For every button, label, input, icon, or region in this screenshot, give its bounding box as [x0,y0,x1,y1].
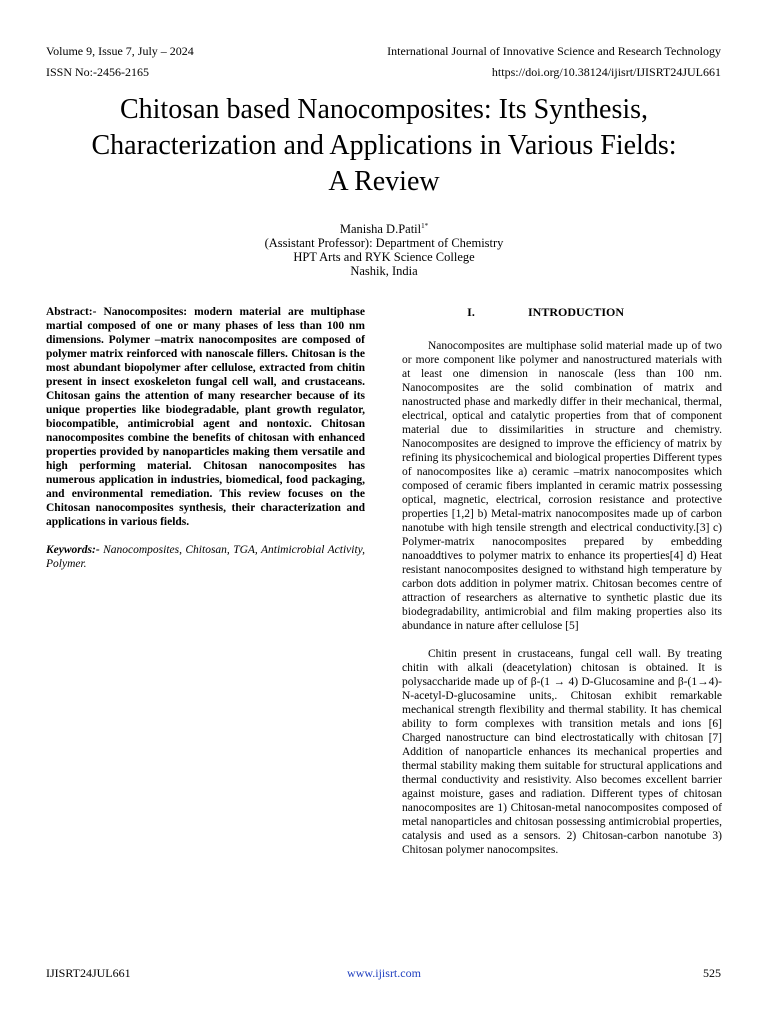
paper-title [40,92,728,200]
keywords [46,543,365,571]
page-number: 525 [703,966,721,980]
keywords-label: Keywords:- [46,544,100,556]
footer-website-link[interactable]: www.ijisrt.com [347,966,421,980]
title-line: Characterization and Applications in Various Fields: [91,130,677,161]
section-title: INTRODUCTION [528,305,625,319]
keywords-text: Nanocomposites, Chitosan, TGA, Antimicrobial Activity, Polymer. [46,544,365,570]
author-position: (Assistant Professor): Department of Chemistry [264,236,504,250]
volume-issue: Volume 9, Issue 7, July – 2024 [46,44,194,58]
body-paragraph: Nanocomposites are multiphase solid material made up of two or more component like polymer and nanostructured materials with at least one dimension in nanoscale (less than 100 nm. Nanocomposites are the solid combination of matrix and nanostructed phase and markedly differ in their mechanical, thermal, electrical, optical and catalytic properties from that of component material due to dissimilarities in structure and chemistry. Nanocomposites are designed to improve the efficiency of matrix by refining its physicochemical and biological properties Different types of nanocomposites like a) ceramic –matrix nanocomposites which composed of ceramic fibers implanted in ceramic matrix possessing optical, magnetic, electrical, corrosion resistance and protective properties [1,2] b) Metal-matrix nanocomposites made up of carbon nanotube with high tensile strength and electrical conductivity.[3] c) Polymer-matrix nanocomposites prepared by embedding nanoaddtives to polymer matrix to enhance its properties[4] d) Heat resistant nanocomposites designed to withstand high temperature by carbon dots addition in polymer matrix. Chitosan becomes centre of attraction of researchers as alternative to synthetic plastic due its biodegradability, antimicrobial and film making properties also its abundance in nature after cellulose [5] [402,340,722,632]
issn: ISSN No:-2456-2165 [46,65,150,79]
author-line [84,222,684,236]
author-institution: HPT Arts and RYK Science College [293,250,475,264]
section-heading [402,305,722,319]
author-location: Nashik, India [350,264,418,278]
author-block [84,222,684,278]
doi-link[interactable]: https://doi.org/10.38124/ijisrt/IJISRT24JUL661 [491,65,721,79]
right-column [402,305,722,871]
body-paragraph: Chitin present in crustaceans, fungal cell wall. By treating chitin with alkali (deacetylation) chitosan is obtained. It is polysaccharide made up of β-(1 → 4) D-Glucosamine and β-(1→4)-N-acetyl-D-glucosamine units,. Chitosan exhibit remarkable mechanical strength flexibility and thermal stability. It has chemical ability to form complexes with transition metals and ions [6] Charged nanostructure can bind electrostatically with chitosan [7] Addition of nanoparticle enhances its mechanical properties and thermal stability making them suitable for structural applications and thermal conductivity and resistivity. Also becomes excellent barrier against moisture, gases and radiation. Different types of chitosan nanocomposites are 1) Chitosan-metal nanocomposites composed of metal nanoparticles and chitosan possessing antimicrobial properties, catalysis and used as a sensors. 2) Chitosan-carbon nanotube 3) Chitosan polymer nanocompsites. [402,648,722,856]
title-line: A Review [328,166,440,197]
abstract: Abstract:- Nanocomposites: modern material are multiphase martial composed of one or many phases of less than 100 nm dimensions. Polymer –matrix nanocomposites are composed of polymer matrix reinforced with nanoscale fillers. Chitosan is the most abundant biopolymer after cellulose, extracted from chitin present in insect exoskeleton fungal cell wall, and crustaceans. Chitosan gains the attention of many researcher because of its unique properties like biodegradable, plant growth regulator, biocompatible, antimicrobial agent and nontoxic. Chitosan nanocomposites combine the benefits of chitosan with enhanced properties provided by nanoparticles making them versatile and high performing material. Chitosan nanocomposites has numerous application in industries, biomedical, food packaging, and environmental remediation. This review focuses on the Chitosan nanocomposites synthesis, their characterization and applications in various fields. [46,306,365,528]
author-name: Manisha D.Patil [339,222,422,236]
affiliation-mark: 1* [421,221,429,230]
footer-paper-id: IJISRT24JUL661 [46,966,131,980]
title-line: Chitosan based Nanocomposites: Its Synthesis, [119,94,649,125]
left-column [46,305,365,571]
journal-name: International Journal of Innovative Science and Research Technology [387,44,721,58]
section-number: I. [467,305,475,319]
